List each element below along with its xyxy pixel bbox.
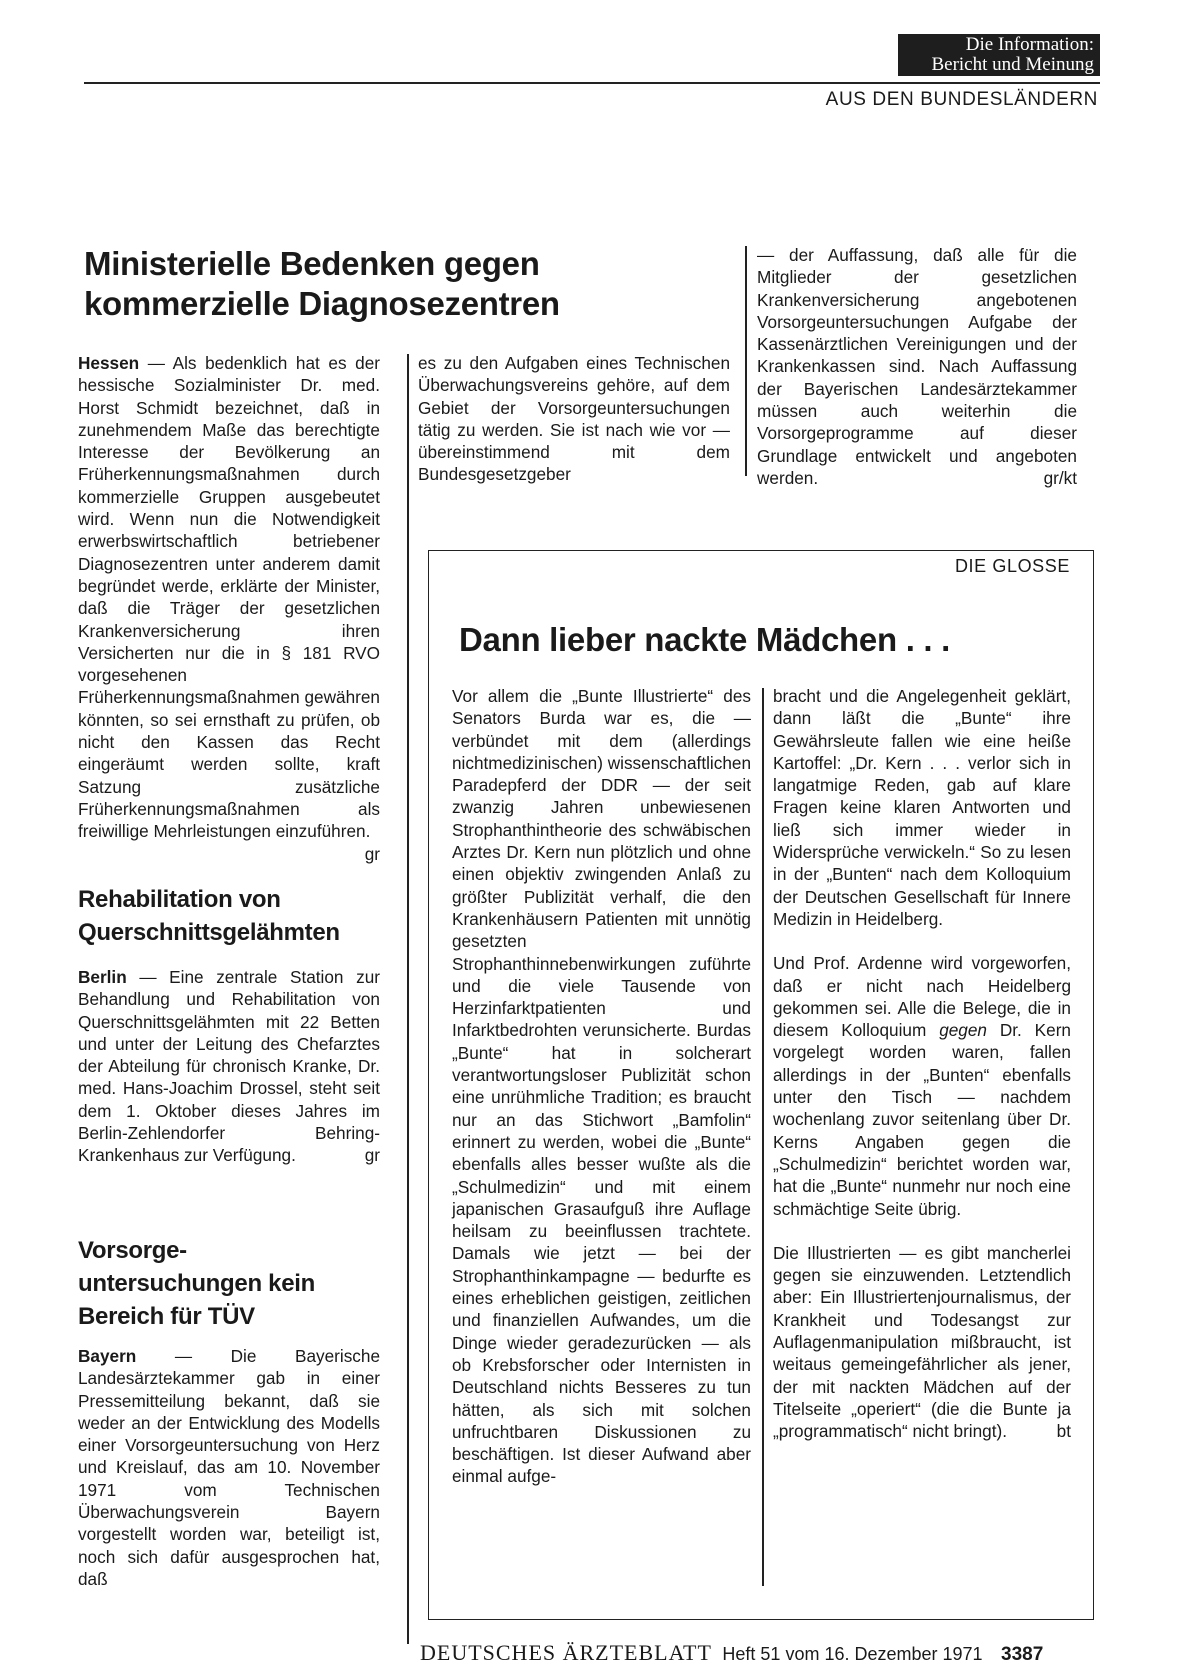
column-rule-1: [407, 354, 409, 1644]
glosse-body-col1: [452, 685, 751, 1488]
footer-masthead: DEUTSCHES ÄRZTEBLATT: [420, 1640, 712, 1665]
article1-headline-line1: Ministerielle Bedenken gegen: [84, 245, 540, 282]
header-rule: [84, 82, 1100, 84]
article2-signature: gr: [364, 1145, 380, 1166]
article1-body: [78, 352, 380, 865]
article1-signature: gr: [364, 843, 380, 864]
article3-headline: [78, 1234, 418, 1333]
footer-page-number: 3387: [1001, 1644, 1044, 1665]
glosse-text-col2-p2b: Dr. Kern vorgelegt worden waren, fallen allerdings in der „Bunten“ ebenfalls unter den Tisch — nachdem wochenlang zuvor seitenlang über Dr. Kerns Angaben gegen die „Schulmedizin“ berichtet worden war, hat die „Bunte“ nunmehr nur noch eine schmächtige Seite übrig.: [773, 1020, 1071, 1219]
section-label: AUS DEN BUNDESLÄNDERN: [825, 89, 1098, 110]
glosse-text-col2-p2a: Und Prof. Ardenne wird vorgeworfen, daß er nicht nach Heidelberg gekommen sei. Alle die Belege, die in diesem Kolloquium: [773, 953, 1071, 1041]
glosse-label: DIE GLOSSE: [954, 556, 1070, 576]
glosse-signature: bt: [1056, 1421, 1071, 1442]
glosse-text-col2-p1: bracht und die Angelegenheit geklärt, dann läßt die „Bunte“ ihre Gewährsleute fallen wie eine heiße Kartoffel: „Dr. Kern . . . verlor sich in langatmige Reden, gab auf klare Fragen keine klaren Antworten und ließ sich immer wieder in Widersprüche verwickeln.“ So zu lesen in der „Bunten“ nach dem Kolloquium der Deutschen Gesellschaft für Innere Medizin in Heidelberg.: [773, 686, 1071, 929]
article2-body: [78, 966, 380, 1167]
footer-issue: Heft 51 vom 16. Dezember 1971: [722, 1644, 983, 1664]
article3-body-col1: [78, 1345, 380, 1590]
article1-text: — Als bedenklich hat es der hessische Sozialminister Dr. med. Horst Schmidt bezeichnet, daß in zunehmendem Maße das berechtigte Interesse der Bevölkerung an Früherkennungsmaßnahmen durch kommerzielle Gruppen ausgebeutet wird. Wenn nun die Notwendigkeit erwerbswirtschaftlich betriebener Diagnosezentren unter anderem damit begründet werde, erklärte der Minister, daß die Träger der gesetzlichen Krankenversicherung ihren Versicherten nur die in § 181 RVO vorgesehenen Früherkennungsmaßnahmen gewähren könnten, so sei ernsthaft zu prüfen, ob nicht den Kassen das Recht eingeräumt werden sollte, kraft Satzung zusätzliche Früherkennungsmaßnahmen als freiwillige Mehrleistungen einzuführen.: [78, 353, 380, 842]
glosse-text-col2-p2: [773, 952, 1071, 1220]
article3-lead: Bayern: [78, 1346, 137, 1366]
article2-headline-line1: Rehabilitation von: [78, 886, 281, 913]
article2-headline: [78, 883, 418, 949]
glosse-text-col2-emphasis: gegen: [939, 1020, 987, 1041]
glosse-headline: Dann lieber nackte Mädchen . . .: [459, 621, 951, 658]
glosse-text-col2-p3: Die Illustrierten — es gibt mancherlei gegen sie einzuwenden. Letztendlich aber: Ein Illustriertenjournalismus, der Krankheit und Todesangst zur Auflagenmanipulation mißbraucht, ist weitaus gemeingefährlicher als jener, der mit nackten Mädchen auf der Titelseite „operiert“ (die die Bunte ja „programmatisch“ nicht bringt).: [773, 1242, 1071, 1442]
article3-text-col1: — Die Bayerische Landesärztekammer gab in einer Pressemitteilung bekannt, daß sie weder an der Entwicklung des Modells einer Vorsorgeuntersuchung von Herz und Kreislauf, das am 10. November 1971 vom Technischen Überwachungsverein Bayern vorgestellt worden war, beteiligt ist, noch sich dafür ausgesprochen hat, daß: [78, 1346, 380, 1589]
column-rule-2: [745, 246, 747, 476]
article3-body-col2: [418, 352, 730, 486]
article2-headline-line2: Querschnittsgelähmten: [78, 919, 340, 946]
glosse-body-col2: [773, 685, 1071, 1443]
article1-headline-line2: kommerzielle Diagnosezentren: [84, 285, 560, 322]
article2-text: — Eine zentrale Station zur Behandlung und Rehabilitation von Querschnittsgelähmten mit 22 Betten und unter der Leitung des Chefarztes der Abteilung für chronisch Kranke, Dr. med. Hans-Joachim Drossel, steht seit dem 1. Oktober dieses Jahres im Berlin-Zehlendorfer Behring-Krankenhaus zur Verfügung.: [78, 967, 380, 1166]
glosse-column-rule: [762, 688, 764, 1586]
article3-body-col3: [757, 244, 1077, 489]
article1-lead: Hessen: [78, 353, 140, 373]
glosse-text-col1: Vor allem die „Bunte Illustrierte“ des Senators Burda war es, die — verbündet mit dem (allerdings nichtmedizinischen) wissenschaftlichen Paradepferd der DDR — der seit zwanzig Jahren unbewiesenen Strophanthintheorie des schwäbischen Arztes Dr. Kern nun plötzlich und ohne einen objektiv zwingenden Anlaß zu größter Publizität verhalf, die den Krankenhäusern Patienten mit unnötig gesetzten Strophanthinnebenwirkungen zuführte und die viele Tausende von Herzinfarktpatienten und Infarktbedrohten verunsicherte. Burdas „Bunte“ hat in solcherart verantwortungsloser Publizität schon eine unrühmliche Tradition; es braucht nur an das Stichwort „Bamfolin“ erinnert zu werden, wobei die „Bunte“ ebenfalls alles besser wußte als die „Schulmedizin“ und mit einem japanischen Grasaufguß ihre Auflage heilsam zu beeinflussen trachtete. Damals wie jetzt — bei der Strophanthinkampagne — bedurfte es eines erheblichen geistigen, zeitlichen und finanziellen Aufwandes, um die Dinge wieder geradezurücken — als ob Krebsforscher oder Internisten in Deutschland nichts Besseres zu tun hätten, als sich mit solchen unfruchtbaren Diskussionen zu beschäftigen. Ist dieser Aufwand aber einmal aufge-: [452, 686, 752, 1487]
article3-headline-line2: untersuchungen kein: [78, 1270, 315, 1297]
article3-text-col2: es zu den Aufgaben eines Technischen Überwachungsvereins gehöre, auf dem Gebiet der Vorsorgeuntersuchungen tätig zu werden. Sie ist nach wie vor — übereinstimmend mit dem Bundesgesetzgeber: [418, 353, 730, 485]
article3-text-col3: — der Auffassung, daß alle für die Mitglieder der gesetzlichen Krankenversicherung angebotenen Vorsorgeuntersuchungen Aufgabe der Kassenärztlichen Vereinigungen und der Krankenkassen sind. Nach Auffassung der Bayerischen Landesärztekammer müssen auch weiterhin die Vorsorgeprogramme auf dieser Grundlage entwickelt und angeboten werden.: [757, 245, 1077, 488]
badge-line-2: Bericht und Meinung: [931, 54, 1094, 75]
article3-headline-line3: Bereich für TÜV: [78, 1303, 255, 1330]
article1-headline: [84, 244, 684, 324]
badge-line-1: Die Information:: [965, 34, 1094, 55]
article3-signature: gr/kt: [1043, 467, 1077, 488]
page-footer: [420, 1640, 1110, 1666]
article3-headline-line1: Vorsorge-: [78, 1237, 187, 1264]
article2-lead: Berlin: [78, 967, 127, 987]
section-badge: [898, 34, 1100, 76]
